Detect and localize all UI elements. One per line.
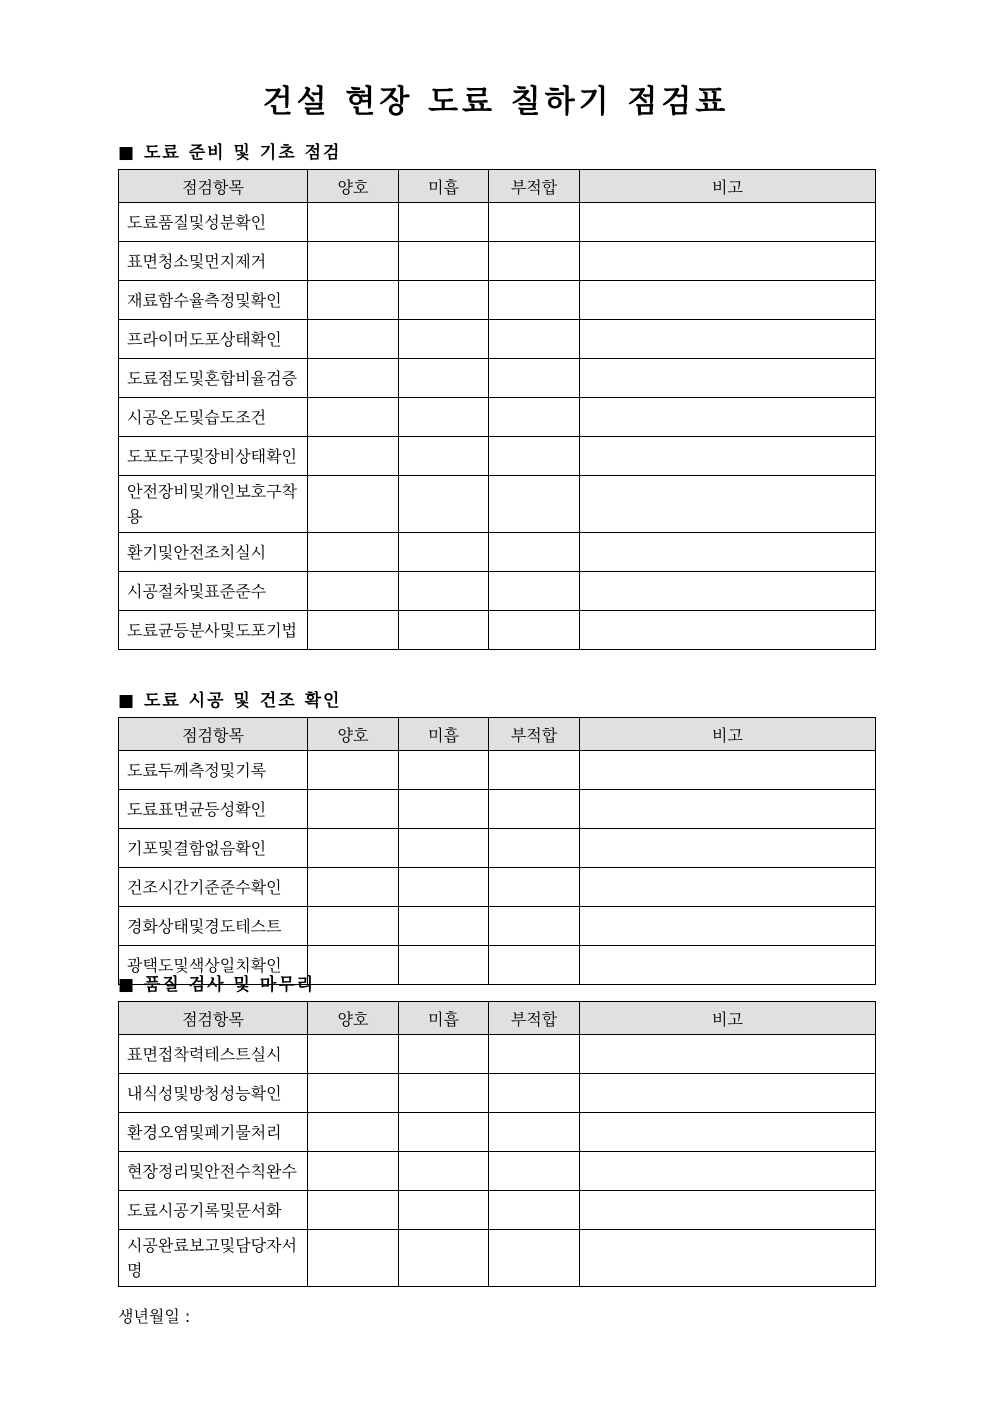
remarks-cell[interactable] — [580, 320, 876, 359]
check-item-label: 안전장비및개인보호구착용 — [119, 476, 308, 533]
insufficient-cell[interactable] — [399, 281, 489, 320]
unsuitable-cell[interactable] — [489, 476, 580, 533]
column-header-item: 점검항목 — [119, 718, 308, 751]
column-header-insufficient: 미흡 — [399, 718, 489, 751]
good-cell[interactable] — [308, 476, 399, 533]
unsuitable-cell[interactable] — [489, 533, 580, 572]
unsuitable-cell[interactable] — [489, 1191, 580, 1230]
insufficient-cell[interactable] — [399, 907, 489, 946]
table-row — [119, 751, 876, 790]
check-item-label: 도료점도및혼합비율검증 — [119, 359, 308, 398]
insufficient-cell[interactable] — [399, 611, 489, 650]
insufficient-cell[interactable] — [399, 829, 489, 868]
check-item-label: 시공절차및표준준수 — [119, 572, 308, 611]
unsuitable-cell[interactable] — [489, 1113, 580, 1152]
check-item-label: 표면접착력테스트실시 — [119, 1035, 308, 1074]
check-item-label: 현장정리및안전수칙완수 — [119, 1152, 308, 1191]
table-row — [119, 320, 876, 359]
good-cell[interactable] — [308, 1152, 399, 1191]
column-header-good: 양호 — [308, 718, 399, 751]
check-item-label: 시공완료보고및담당자서명 — [119, 1230, 308, 1287]
column-header-unsuitable: 부적합 — [489, 718, 580, 751]
remarks-cell[interactable] — [580, 611, 876, 650]
insufficient-cell[interactable] — [399, 1191, 489, 1230]
insufficient-cell[interactable] — [399, 790, 489, 829]
remarks-cell[interactable] — [580, 829, 876, 868]
good-cell[interactable] — [308, 437, 399, 476]
check-item-label: 건조시간기준준수확인 — [119, 868, 308, 907]
unsuitable-cell[interactable] — [489, 907, 580, 946]
remarks-cell[interactable] — [580, 1074, 876, 1113]
unsuitable-cell[interactable] — [489, 1035, 580, 1074]
good-cell[interactable] — [308, 281, 399, 320]
check-item-label: 기포및결함없음확인 — [119, 829, 308, 868]
section-quality-inspection — [118, 973, 875, 1287]
check-item-label: 환기및안전조치실시 — [119, 533, 308, 572]
good-cell[interactable] — [308, 1035, 399, 1074]
section-heading: ■ 품질 검사 및 마무리 — [118, 975, 316, 995]
column-header-item: 점검항목 — [119, 170, 308, 203]
check-item-label: 경화상태및경도테스트 — [119, 907, 308, 946]
column-header-remarks: 비고 — [580, 170, 876, 203]
check-item-label: 환경오염및폐기물처리 — [119, 1113, 308, 1152]
unsuitable-cell[interactable] — [489, 572, 580, 611]
table-row — [119, 790, 876, 829]
good-cell[interactable] — [308, 907, 399, 946]
table-header-row — [119, 718, 876, 751]
unsuitable-cell[interactable] — [489, 1152, 580, 1191]
table-row — [119, 1074, 876, 1113]
insufficient-cell[interactable] — [399, 320, 489, 359]
remarks-cell[interactable] — [580, 907, 876, 946]
check-item-label: 내식성및방청성능확인 — [119, 1074, 308, 1113]
table-row — [119, 1230, 876, 1287]
table-row — [119, 398, 876, 437]
checklist-table — [118, 717, 876, 985]
check-item-label: 도료균등분사및도포기법 — [119, 611, 308, 650]
check-item-label: 재료함수율측정및확인 — [119, 281, 308, 320]
unsuitable-cell[interactable] — [489, 611, 580, 650]
table-row — [119, 203, 876, 242]
check-item-label: 도료시공기록및문서화 — [119, 1191, 308, 1230]
unsuitable-cell[interactable] — [489, 320, 580, 359]
remarks-cell[interactable] — [580, 572, 876, 611]
unsuitable-cell[interactable] — [489, 751, 580, 790]
good-cell[interactable] — [308, 1113, 399, 1152]
remarks-cell[interactable] — [580, 1191, 876, 1230]
page-title: 건설 현장 도료 칠하기 점검표 — [262, 84, 730, 120]
remarks-cell[interactable] — [580, 398, 876, 437]
table-row — [119, 1035, 876, 1074]
unsuitable-cell[interactable] — [489, 203, 580, 242]
check-item-label: 도료표면균등성확인 — [119, 790, 308, 829]
table-row — [119, 242, 876, 281]
good-cell[interactable] — [308, 242, 399, 281]
unsuitable-cell[interactable] — [489, 398, 580, 437]
table-row — [119, 572, 876, 611]
column-header-item: 점검항목 — [119, 1002, 308, 1035]
good-cell[interactable] — [308, 359, 399, 398]
table-row — [119, 476, 876, 533]
column-header-remarks: 비고 — [580, 1002, 876, 1035]
section-preparation — [118, 141, 875, 650]
table-row — [119, 533, 876, 572]
check-item-label: 광택도및색상일치확인 — [119, 946, 308, 985]
birthdate-label: 생년월일 : — [118, 1307, 191, 1326]
table-header-row — [119, 1002, 876, 1035]
column-header-insufficient: 미흡 — [399, 1002, 489, 1035]
table-row — [119, 437, 876, 476]
table-row — [119, 1152, 876, 1191]
unsuitable-cell[interactable] — [489, 281, 580, 320]
unsuitable-cell[interactable] — [489, 242, 580, 281]
insufficient-cell[interactable] — [399, 203, 489, 242]
good-cell[interactable] — [308, 320, 399, 359]
remarks-cell[interactable] — [580, 359, 876, 398]
unsuitable-cell[interactable] — [489, 790, 580, 829]
insufficient-cell[interactable] — [399, 359, 489, 398]
check-item-label: 표면청소및먼지제거 — [119, 242, 308, 281]
good-cell[interactable] — [308, 572, 399, 611]
remarks-cell[interactable] — [580, 1230, 876, 1287]
checklist-table — [118, 1001, 876, 1287]
good-cell[interactable] — [308, 868, 399, 907]
check-item-label: 도료품질및성분확인 — [119, 203, 308, 242]
table-row — [119, 359, 876, 398]
column-header-remarks: 비고 — [580, 718, 876, 751]
insufficient-cell[interactable] — [399, 437, 489, 476]
table-row — [119, 829, 876, 868]
good-cell[interactable] — [308, 1074, 399, 1113]
remarks-cell[interactable] — [580, 868, 876, 907]
remarks-cell[interactable] — [580, 1035, 876, 1074]
column-header-unsuitable: 부적합 — [489, 1002, 580, 1035]
insufficient-cell[interactable] — [399, 868, 489, 907]
table-header-row — [119, 170, 876, 203]
section-heading: ■ 도료 준비 및 기초 점검 — [118, 143, 342, 163]
table-row — [119, 281, 876, 320]
insufficient-cell[interactable] — [399, 572, 489, 611]
insufficient-cell[interactable] — [399, 1035, 489, 1074]
insufficient-cell[interactable] — [399, 1113, 489, 1152]
remarks-cell[interactable] — [580, 1152, 876, 1191]
good-cell[interactable] — [308, 751, 399, 790]
column-header-good: 양호 — [308, 1002, 399, 1035]
table-row — [119, 1191, 876, 1230]
good-cell[interactable] — [308, 829, 399, 868]
table-row — [119, 611, 876, 650]
section-heading: ■ 도료 시공 및 건조 확인 — [118, 691, 342, 711]
column-header-good: 양호 — [308, 170, 399, 203]
check-item-label: 도료두께측정및기록 — [119, 751, 308, 790]
column-header-unsuitable: 부적합 — [489, 170, 580, 203]
insufficient-cell[interactable] — [399, 1152, 489, 1191]
section-application — [118, 689, 875, 985]
unsuitable-cell[interactable] — [489, 868, 580, 907]
table-row — [119, 868, 876, 907]
check-item-label: 시공온도및습도조건 — [119, 398, 308, 437]
good-cell[interactable] — [308, 398, 399, 437]
insufficient-cell[interactable] — [399, 1230, 489, 1287]
remarks-cell[interactable] — [580, 476, 876, 533]
good-cell[interactable] — [308, 1230, 399, 1287]
good-cell[interactable] — [308, 790, 399, 829]
good-cell[interactable] — [308, 611, 399, 650]
column-header-insufficient: 미흡 — [399, 170, 489, 203]
good-cell[interactable] — [308, 203, 399, 242]
unsuitable-cell[interactable] — [489, 359, 580, 398]
insufficient-cell[interactable] — [399, 242, 489, 281]
insufficient-cell[interactable] — [399, 751, 489, 790]
table-row — [119, 907, 876, 946]
remarks-cell[interactable] — [580, 751, 876, 790]
remarks-cell[interactable] — [580, 281, 876, 320]
check-item-label: 프라이머도포상태확인 — [119, 320, 308, 359]
insufficient-cell[interactable] — [399, 533, 489, 572]
remarks-cell[interactable] — [580, 1113, 876, 1152]
checklist-table — [118, 169, 876, 650]
insufficient-cell[interactable] — [399, 398, 489, 437]
table-row — [119, 1113, 876, 1152]
remarks-cell[interactable] — [580, 437, 876, 476]
remarks-cell[interactable] — [580, 242, 876, 281]
remarks-cell[interactable] — [580, 533, 876, 572]
insufficient-cell[interactable] — [399, 1074, 489, 1113]
unsuitable-cell[interactable] — [489, 1074, 580, 1113]
unsuitable-cell[interactable] — [489, 437, 580, 476]
remarks-cell[interactable] — [580, 790, 876, 829]
check-item-label: 도포도구및장비상태확인 — [119, 437, 308, 476]
good-cell[interactable] — [308, 533, 399, 572]
unsuitable-cell[interactable] — [489, 829, 580, 868]
unsuitable-cell[interactable] — [489, 1230, 580, 1287]
remarks-cell[interactable] — [580, 203, 876, 242]
insufficient-cell[interactable] — [399, 476, 489, 533]
good-cell[interactable] — [308, 1191, 399, 1230]
